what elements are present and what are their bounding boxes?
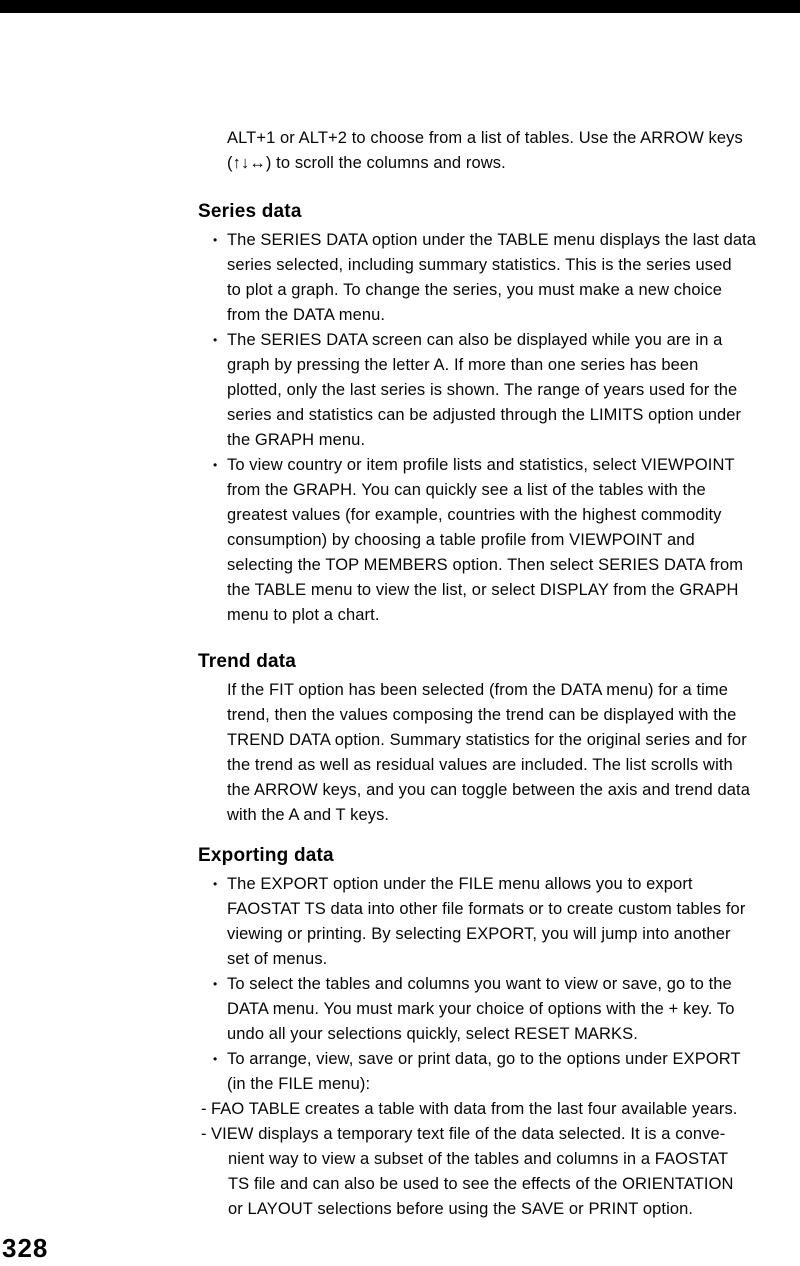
text-line-text: To arrange, view, save or print data, go to the options under EXPORT <box>227 1050 741 1068</box>
text-line <box>198 403 800 428</box>
text-line <box>198 228 800 253</box>
text-line <box>198 1022 800 1047</box>
text-line <box>198 478 800 503</box>
text-line-text: TREND DATA option. Summary statistics for the original series and for <box>227 731 747 749</box>
text-line-text: (in the FILE menu): <box>227 1075 371 1093</box>
text-line <box>198 803 800 828</box>
text-line <box>198 1097 800 1122</box>
text-line <box>198 503 800 528</box>
text-line-text: nient way to view a subset of the tables and columns in a FAOSTAT <box>228 1150 729 1168</box>
text-line-text: selecting the TOP MEMBERS option. Then select SERIES DATA from <box>227 556 744 574</box>
text-line-text: to plot a graph. To change the series, you must make a new choice <box>227 281 723 299</box>
text-line-text: the trend as well as residual values are included. The list scrolls with <box>227 756 733 774</box>
section-heading: Series data <box>198 201 302 222</box>
text-line <box>198 1147 800 1172</box>
text-line <box>198 778 800 803</box>
text-line <box>198 897 800 922</box>
intro-paragraph <box>198 126 800 176</box>
text-line-text: If the FIT option has been selected (from the DATA menu) for a time <box>227 681 729 699</box>
text-line-text: plotted, only the last series is shown. The range of years used for the <box>227 381 738 399</box>
text-line <box>198 678 800 703</box>
text-line <box>198 253 800 278</box>
text-line-text: the GRAPH menu. <box>227 431 366 449</box>
text-line <box>198 528 800 553</box>
section-heading: Exporting data <box>198 845 334 866</box>
text-line-text: VIEW displays a temporary text file of the data selected. It is a conve- <box>211 1125 726 1143</box>
text-line-text: To select the tables and columns you want to view or save, go to the <box>227 975 732 993</box>
text-line <box>198 453 800 478</box>
text-line-text: FAOSTAT TS data into other file formats or to create custom tables for <box>227 900 746 918</box>
text-line <box>198 728 800 753</box>
top-edge-bar <box>0 0 800 13</box>
text-line <box>198 947 800 972</box>
text-line-text: the ARROW keys, and you can toggle between the axis and trend data <box>227 781 750 799</box>
bullet-marker-icon: • <box>213 1052 218 1066</box>
text-line <box>198 151 800 176</box>
text-line-text: the TABLE menu to view the list, or select DISPLAY from the GRAPH <box>227 581 739 599</box>
dash-marker-icon: - <box>201 1125 207 1143</box>
text-line <box>198 578 800 603</box>
text-line <box>198 278 800 303</box>
text-line <box>198 1047 800 1072</box>
section-series-data <box>198 201 800 628</box>
text-line-text: TS file and can also be used to see the effects of the ORIENTATION <box>228 1175 734 1193</box>
text-line-text: FAO TABLE creates a table with data from the last four available years. <box>211 1100 738 1118</box>
text-line-text: greatest values (for example, countries with the highest commodity <box>227 506 722 524</box>
section-trend-data <box>198 651 800 828</box>
text-line <box>198 378 800 403</box>
text-line <box>198 972 800 997</box>
text-line <box>198 603 800 628</box>
page-number: 328 <box>2 1233 49 1263</box>
text-line-text: The SERIES DATA option under the TABLE menu displays the last data <box>227 231 757 249</box>
text-line-text: undo all your selections quickly, select RESET MARKS. <box>227 1025 638 1043</box>
text-line-text: ALT+1 or ALT+2 to choose from a list of tables. Use the ARROW keys <box>227 129 743 147</box>
text-line <box>198 353 800 378</box>
text-line <box>198 126 800 151</box>
section-heading: Trend data <box>198 651 297 672</box>
text-line-text: trend, then the values composing the trend can be displayed with the <box>227 706 737 724</box>
text-line <box>198 303 800 328</box>
text-line-text: series and statistics can be adjusted through the LIMITS option under <box>227 406 742 424</box>
text-line-text: viewing or printing. By selecting EXPORT, you will jump into another <box>227 925 731 943</box>
text-line-text: (↑↓↔) to scroll the columns and rows. <box>227 154 506 172</box>
bullet-marker-icon: • <box>213 877 218 891</box>
text-line-text: The EXPORT option under the FILE menu allows you to export <box>227 875 693 893</box>
text-line-text: with the A and T keys. <box>227 806 390 824</box>
text-line <box>198 1197 800 1222</box>
text-line <box>198 1122 800 1147</box>
text-line <box>198 1072 800 1097</box>
text-line-text: To view country or item profile lists and statistics, select VIEWPOINT <box>227 456 735 474</box>
text-line <box>198 922 800 947</box>
text-line <box>198 328 800 353</box>
text-line <box>198 553 800 578</box>
text-line-text: from the DATA menu. <box>227 306 386 324</box>
text-line <box>198 997 800 1022</box>
text-line-text: set of menus. <box>227 950 328 968</box>
text-line <box>198 703 800 728</box>
text-line-text: menu to plot a chart. <box>227 606 380 624</box>
bullet-marker-icon: • <box>213 458 218 472</box>
text-line <box>198 872 800 897</box>
text-line <box>198 428 800 453</box>
text-line-text: DATA menu. You must mark your choice of options with the + key. To <box>227 1000 735 1018</box>
bullet-marker-icon: • <box>213 977 218 991</box>
text-line <box>198 1172 800 1197</box>
section-exporting-data <box>198 845 800 1222</box>
text-line-text: series selected, including summary statistics. This is the series used <box>227 256 732 274</box>
dash-marker-icon: - <box>201 1100 207 1118</box>
text-line-text: The SERIES DATA screen can also be displayed while you are in a <box>227 331 723 349</box>
text-line <box>198 753 800 778</box>
bullet-marker-icon: • <box>213 233 218 247</box>
text-line-text: consumption) by choosing a table profile from VIEWPOINT and <box>227 531 695 549</box>
text-line-text: or LAYOUT selections before using the SAVE or PRINT option. <box>228 1200 694 1218</box>
text-line-text: graph by pressing the letter A. If more than one series has been <box>227 356 699 374</box>
text-line-text: from the GRAPH. You can quickly see a list of the tables with the <box>227 481 706 499</box>
bullet-marker-icon: • <box>213 333 218 347</box>
